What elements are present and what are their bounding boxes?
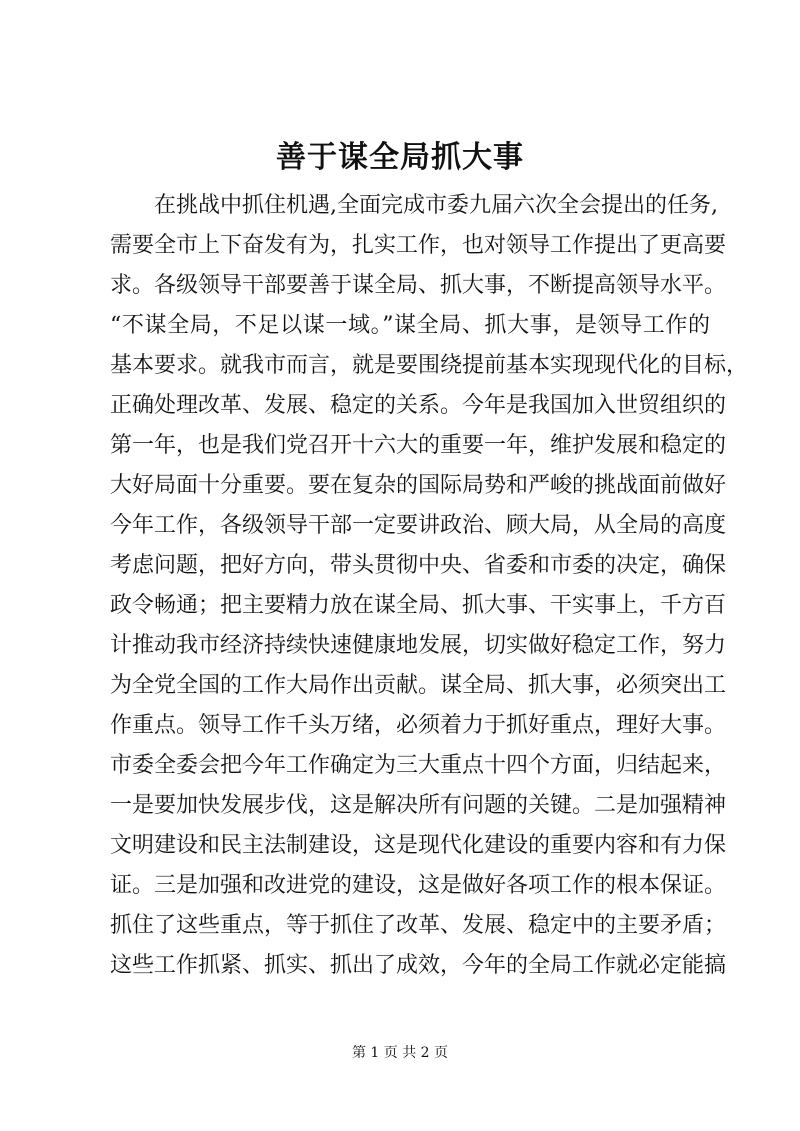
text-line: 基本要求。就我市而言，就是要围绕提前基本实现现代化的目标， — [110, 353, 749, 378]
text-line: 文明建设和民主法制建设，这是现代化建设的重要内容和有力保 — [110, 833, 727, 858]
text-line: 在挑战中抓住机遇,全面完成市委九届六次全会提出的任务, — [154, 193, 718, 218]
text-line: 正确处理改革、发展、稳定的关系。今年是我国加入世贸组织的 — [110, 393, 727, 418]
text-line: 为全党全国的工作大局作出贡献。谋全局、抓大事，必须突出工 — [110, 673, 727, 698]
text-line: 政令畅通；把主要精力放在谋全局、抓大事、干实事上，千方百 — [110, 593, 727, 618]
document-title: 善于谋全局抓大事 — [276, 140, 524, 175]
text-line: 大好局面十分重要。要在复杂的国际局势和严峻的挑战面前做好 — [110, 473, 727, 498]
text-line: 需要全市上下奋发有为，扎实工作，也对领导工作提出了更高要 — [110, 233, 727, 258]
text-line: 市委全委会把今年工作确定为三大重点十四个方面，归结起来， — [110, 753, 727, 778]
text-line: 今年工作，各级领导干部一定要讲政治、顾大局，从全局的高度 — [110, 513, 727, 538]
text-line: “不谋全局，不足以谋一域。”谋全局、抓大事，是领导工作的 — [110, 313, 710, 338]
text-line: 考虑问题，把好方向，带头贯彻中央、省委和市委的决定，确保 — [110, 553, 727, 578]
text-line: 计推动我市经济持续快速健康地发展，切实做好稳定工作，努力 — [110, 633, 727, 658]
text-line: 这些工作抓紧、抓实、抓出了成效，今年的全局工作就必定能搞 — [110, 953, 727, 978]
text-line: 第一年，也是我们党召开十六大的重要一年，维护发展和稳定的 — [110, 433, 727, 458]
text-line: 求。各级领导干部要善于谋全局、抓大事，不断提高领导水平。 — [110, 273, 727, 298]
text-line: 证。三是加强和改进党的建设，这是做好各项工作的根本保证。 — [110, 873, 727, 898]
text-line: 抓住了这些重点，等于抓住了改革、发展、稳定中的主要矛盾； — [110, 913, 727, 938]
text-line: 作重点。领导工作千头万绪，必须着力于抓好重点，理好大事。 — [110, 713, 727, 738]
page-footer: 第 1 页 共 2 页 — [351, 1045, 449, 1061]
body-paragraph — [110, 186, 749, 986]
text-line: 一是要加快发展步伐，这是解决所有问题的关键。二是加强精神 — [110, 793, 727, 818]
